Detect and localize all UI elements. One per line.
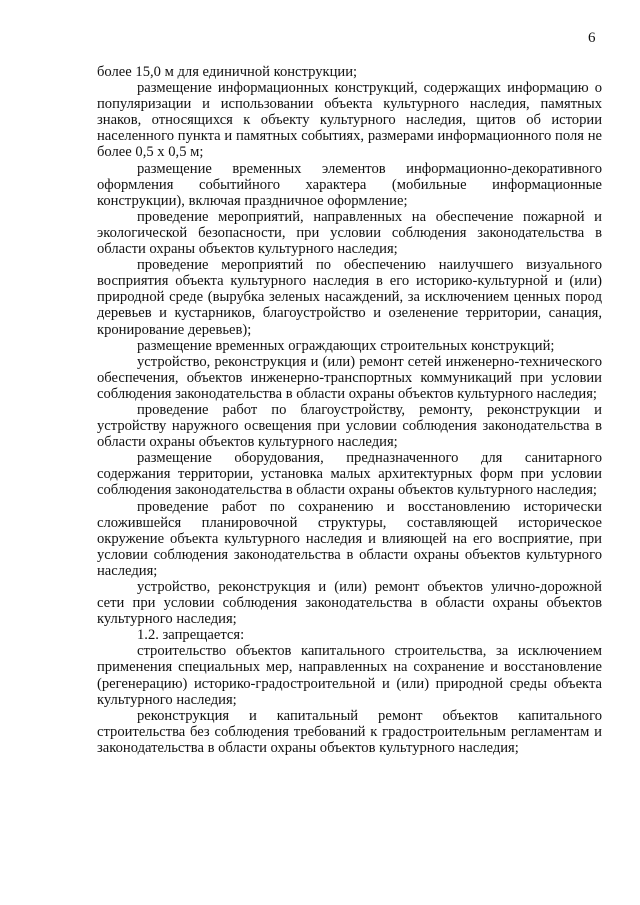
paragraph: проведение мероприятий, направленных на обеспечение пожарной и экологической безопасности, при условии соблюдения законодательства в области охраны объектов культурного наследия; — [97, 208, 602, 258]
paragraph: устройство, реконструкция и (или) ремонт сетей инженерно-технического обеспечения, объектов инженерно-транспортных коммуникаций при условии соблюдения законодательства в области охраны объектов культурного наследия; — [97, 353, 602, 402]
paragraph: реконструкция и капитальный ремонт объектов капитального строительства без соблюдения требований к градостроительным регламентам и законодательства в области охраны объектов культурного наследия; — [97, 707, 602, 756]
paragraph: проведение мероприятий по обеспечению наилучшего визуального восприятия объекта культурного наследия в его историко-культурной и (или) природной среде (вырубка зеленых насаждений, за исключением ценных пород деревьев и кустарников, благоустройство и озеленение территории, санация, кронирование деревьев); — [97, 257, 602, 338]
paragraph: размещение временных элементов информационно-декоративного оформления событийного характера (мобильные информационные конструкции), включая праздничное оформление; — [97, 160, 602, 209]
paragraph: размещение временных ограждающих строительных конструкций; — [137, 337, 555, 354]
paragraph: проведение работ по благоустройству, ремонту, реконструкции и устройству наружного освещения при условии соблюдения законодательства в области охраны объектов культурного наследия; — [97, 401, 602, 451]
section-heading: 1.2. запрещается: — [137, 627, 245, 644]
paragraph: проведение работ по сохранению и восстановлению исторически сложившейся планировочной структуры, составляющей историческое окружение объекта культурного наследия и влияющей на его восприятие, при условии соблюдения законодательства в области охраны объектов культурного наследия; — [97, 498, 602, 579]
paragraph: размещение оборудования, предназначенного для санитарного содержания территории, установка малых архитектурных форм при условии соблюдения законодательства в области охраны объектов культурного наследия; — [97, 450, 602, 499]
page-number: 6 — [588, 30, 596, 46]
document-body — [97, 64, 602, 756]
paragraph: более 15,0 м для единичной конструкции; — [97, 64, 358, 80]
paragraph: устройство, реконструкция и (или) ремонт объектов улично-дорожной сети при условии соблюдения законодательства в области охраны объектов культурного наследия; — [97, 579, 602, 628]
paragraph: размещение информационных конструкций, содержащих информацию о популяризации и использовании объекта культурного наследия, памятных знаков, относящихся к объекту культурного наследия, щитов об истории населенного пункта и памятных событиях, размерами информационного поля не более 0,5 х 0,5 м; — [97, 80, 602, 161]
paragraph: строительство объектов капитального строительства, за исключением применения специальных мер, направленных на сохранение и восстановление (регенерацию) историко-градостроительной и (или) природной среды объекта культурного наследия; — [97, 643, 602, 708]
